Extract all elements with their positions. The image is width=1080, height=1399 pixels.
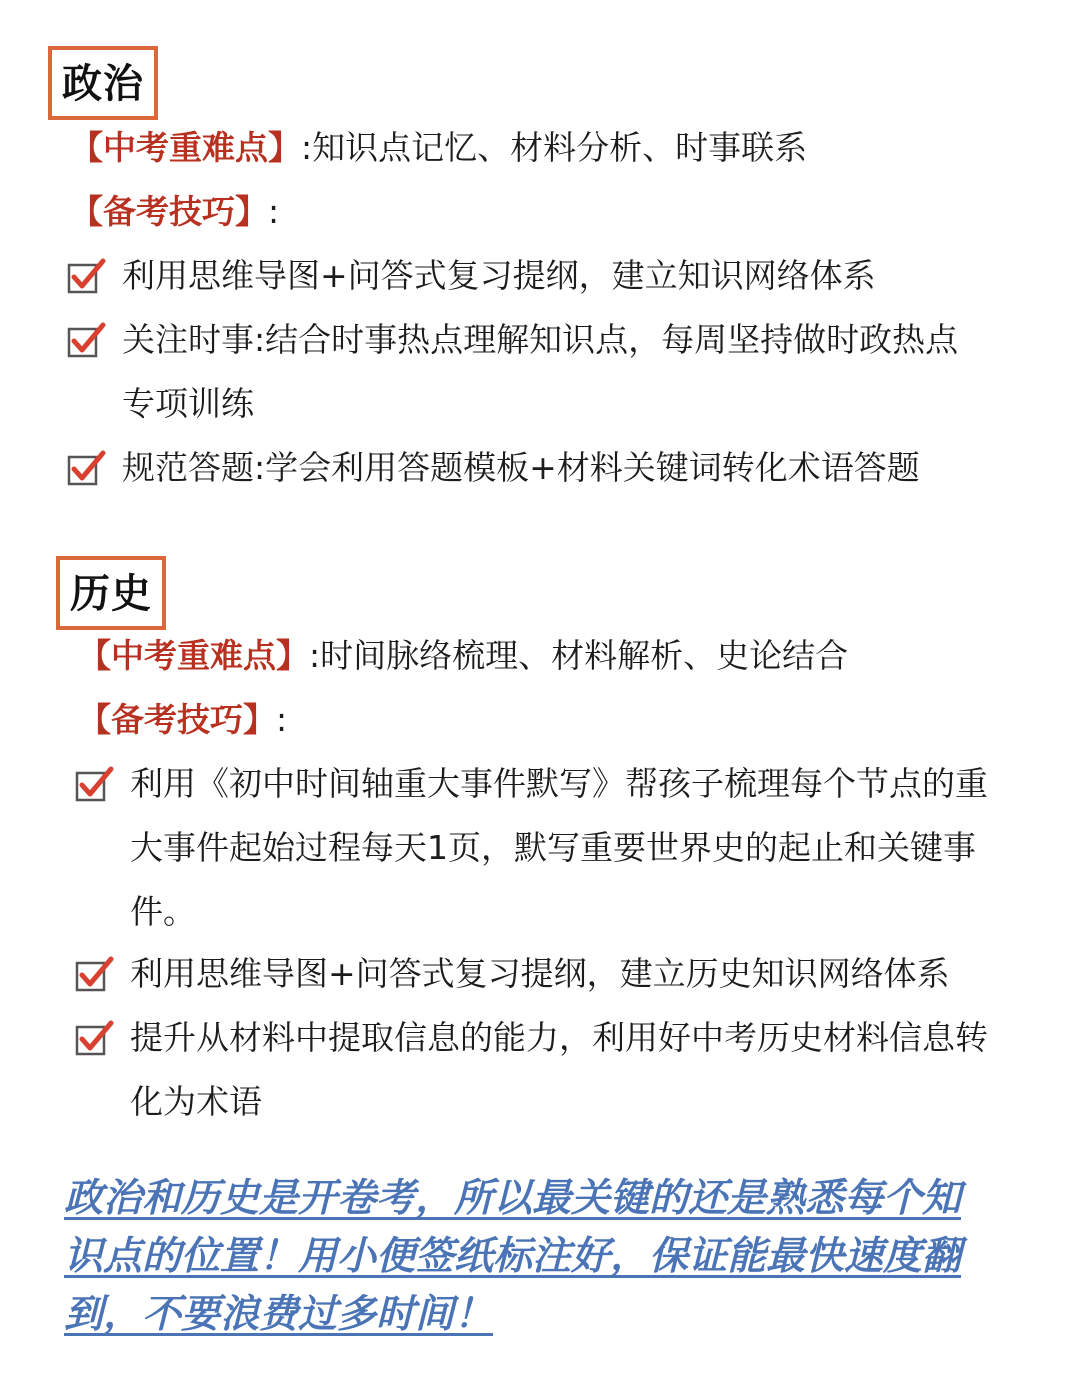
history-item-1-line-1: 利用《初中时间轴重大事件默写》帮孩子梳理每个节点的重: [130, 764, 988, 803]
politics-item-2-line-1: 关注时事:结合时事热点理解知识点，每周坚持做时政热点: [122, 320, 959, 359]
checkbox-checked-icon: [66, 448, 106, 488]
footer-note-line-3: 到，不要浪费过多时间！: [64, 1292, 494, 1337]
history-key-line: [78, 634, 848, 678]
history-key-text: :时间脉络梳理、材料解析、史论结合: [309, 636, 849, 675]
politics-title: [48, 46, 158, 120]
history-tips-colon: :: [276, 700, 288, 739]
history-tips-line: [78, 698, 287, 742]
checkbox-checked-icon: [74, 764, 114, 804]
history-item-1-line-2: 大事件起始过程每天1页，默写重要世界史的起止和关键事: [130, 828, 976, 867]
checkbox-checked-icon: [66, 256, 106, 296]
history-item-2-line-1: 利用思维导图+问答式复习提纲，建立历史知识网络体系: [130, 954, 950, 993]
politics-item-2: [122, 308, 958, 436]
history-title-text: 历史: [70, 571, 152, 617]
politics-tips-label: 【备考技巧】: [70, 192, 268, 231]
history-item-3-line-2: 化为术语: [130, 1082, 262, 1121]
politics-key-label: 【中考重难点】: [70, 128, 301, 167]
footer-note-line-2: 识点的位置！用小便签纸标注好，保证能最快速度翻: [64, 1234, 962, 1279]
history-tips-label: 【备考技巧】: [78, 700, 276, 739]
politics-item-2-line-2: 专项训练: [122, 384, 254, 423]
history-item-1-line-3: 件。: [130, 892, 196, 931]
politics-key-line: [70, 126, 807, 170]
checkbox-checked-icon: [74, 1018, 114, 1058]
politics-tips-colon: :: [268, 192, 280, 231]
checkbox-checked-icon: [74, 954, 114, 994]
history-item-3: [130, 1006, 988, 1134]
history-key-label: 【中考重难点】: [78, 636, 309, 675]
politics-item-3-line-1: 规范答题:学会利用答题模板+材料关键词转化术语答题: [122, 448, 920, 487]
politics-item-3: [122, 436, 920, 500]
history-item-3-line-1: 提升从材料中提取信息的能力，利用好中考历史材料信息转: [130, 1018, 988, 1057]
checkbox-checked-icon: [66, 320, 106, 360]
footer-note: [64, 1170, 1024, 1344]
footer-note-line-1: 政治和历史是开卷考，所以最关键的还是熟悉每个知: [64, 1176, 962, 1221]
politics-item-1: [122, 244, 876, 308]
politics-tips-line: [70, 190, 279, 234]
history-title: [56, 556, 166, 630]
politics-item-1-line-1: 利用思维导图+问答式复习提纲，建立知识网络体系: [122, 256, 876, 295]
history-item-2: [130, 942, 950, 1006]
politics-key-text: :知识点记忆、材料分析、时事联系: [301, 128, 808, 167]
history-item-1: [130, 752, 988, 944]
politics-title-text: 政治: [62, 61, 144, 107]
